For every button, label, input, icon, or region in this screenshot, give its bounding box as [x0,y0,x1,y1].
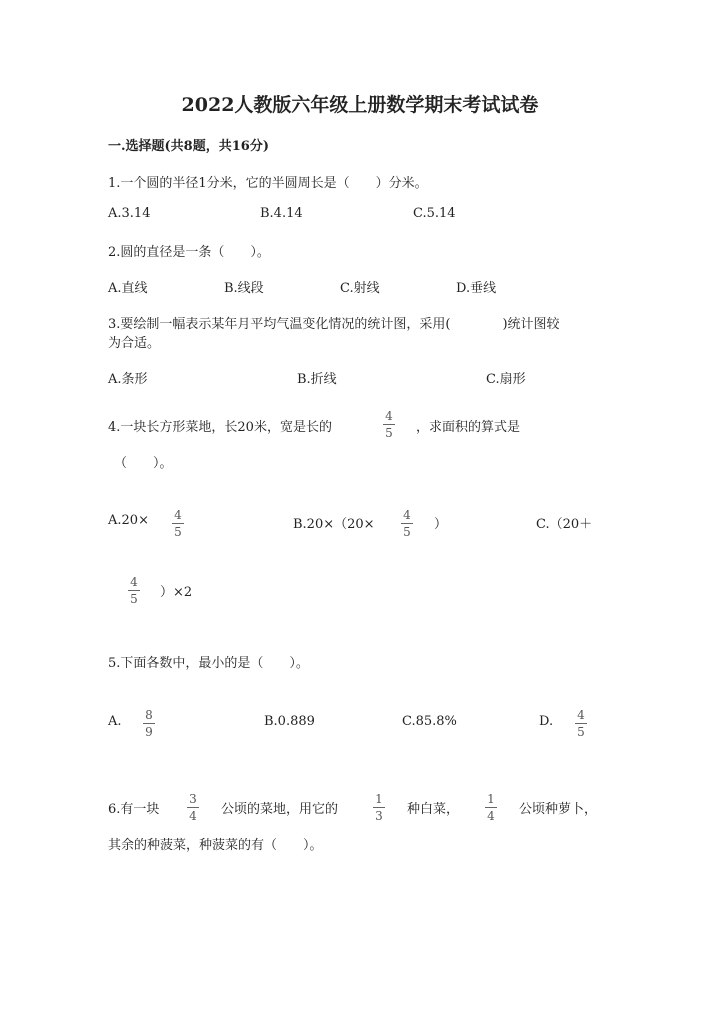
fraction-numerator: 4 [385,409,393,423]
section-heading: 一.选择题(共8题，共16分) [108,139,269,154]
question-2-option-b: B.线段 [224,281,264,296]
fraction-bar [128,590,140,591]
question-4-option-c: C.（20＋ [536,517,593,532]
question-6-stem-part1: 6.有一块 [108,802,160,817]
fraction-bar [401,523,413,524]
fraction-numerator: 8 [145,708,153,722]
question-2-option-c: C.射线 [340,281,380,296]
question-1-option-a: A.3.14 [108,206,151,221]
question-6-stem-part3: 种白菜， [407,802,460,817]
fraction-denominator: 4 [189,809,197,823]
question-3-stem-line2: 为合适。 [108,336,161,351]
question-5-stem: 5.下面各数中，最小的是（ ）。 [108,656,309,671]
fraction-numerator: 1 [375,792,383,806]
question-6-fraction-3 [485,792,497,823]
question-2-option-d: D.垂线 [456,281,497,296]
question-6-stem-line2: 其余的种菠菜，种菠菜的有（ ）。 [108,838,323,853]
question-5-option-d: D. [539,714,554,729]
question-6-stem-part2: 公顷的菜地，用它的 [221,802,339,817]
question-4-option-a: A.20× [108,513,149,528]
fraction-numerator: 1 [487,792,495,806]
fraction-numerator: 4 [174,508,182,522]
fraction-bar [187,807,199,808]
fraction-denominator: 5 [174,525,182,539]
question-5-option-a: A. [108,714,122,729]
fraction-numerator: 4 [577,708,585,722]
question-1-option-c: C.5.14 [413,206,456,221]
fraction-bar [143,723,155,724]
question-4-option-b: B.20×（20× [293,517,375,532]
question-5-option-d-fraction [575,708,587,739]
question-5-option-a-fraction [143,708,155,739]
fraction-denominator: 3 [375,809,383,823]
page-title: 2022人教版六年级上册数学期末考试试卷 [181,94,539,116]
question-2-stem: 2.圆的直径是一条（ ）。 [108,245,270,260]
question-2-option-a: A.直线 [108,281,148,296]
question-3-option-b: B.折线 [297,372,337,387]
question-4-option-a-fraction [172,508,184,539]
fraction-bar [383,424,395,425]
question-4-stem-fraction [383,409,395,440]
question-4-option-c-tail: ）×2 [160,585,193,600]
question-6-fraction-1 [187,792,199,823]
fraction-numerator: 4 [130,575,138,589]
question-5-option-b: B.0.889 [264,714,315,729]
question-3-option-c: C.扇形 [486,372,526,387]
question-1-stem: 1.一个圆的半径1分米，它的半圆周长是（ ）分米。 [108,176,428,191]
question-6-fraction-2 [373,792,385,823]
question-5-option-c: C.85.8% [402,714,457,729]
question-3-option-a: A.条形 [108,372,148,387]
fraction-bar [575,723,587,724]
question-4-option-c-fraction [128,575,140,606]
fraction-bar [485,807,497,808]
question-4-stem-tail: ，求面积的算式是 [416,420,521,435]
fraction-denominator: 4 [487,809,495,823]
fraction-denominator: 5 [403,525,411,539]
question-1-option-b: B.4.14 [260,206,303,221]
fraction-numerator: 4 [403,508,411,522]
question-6-stem-part4: 公顷种萝卜， [519,802,598,817]
question-4-option-b-fraction [401,508,413,539]
fraction-bar [373,807,385,808]
fraction-bar [172,523,184,524]
question-4-stem: 4.一块长方形菜地，长20米，宽是长的 [108,420,332,435]
question-4-option-b-close: ） [434,517,448,532]
question-3-stem-line1: 3.要绘制一幅表示某年月平均气温变化情况的统计图，采用( )统计图较 [108,317,560,332]
fraction-denominator: 5 [577,725,585,739]
fraction-denominator: 5 [385,426,393,440]
fraction-denominator: 5 [130,592,138,606]
question-4-stem-line2: （ ）。 [114,456,173,471]
fraction-numerator: 3 [189,792,197,806]
fraction-denominator: 9 [145,725,153,739]
